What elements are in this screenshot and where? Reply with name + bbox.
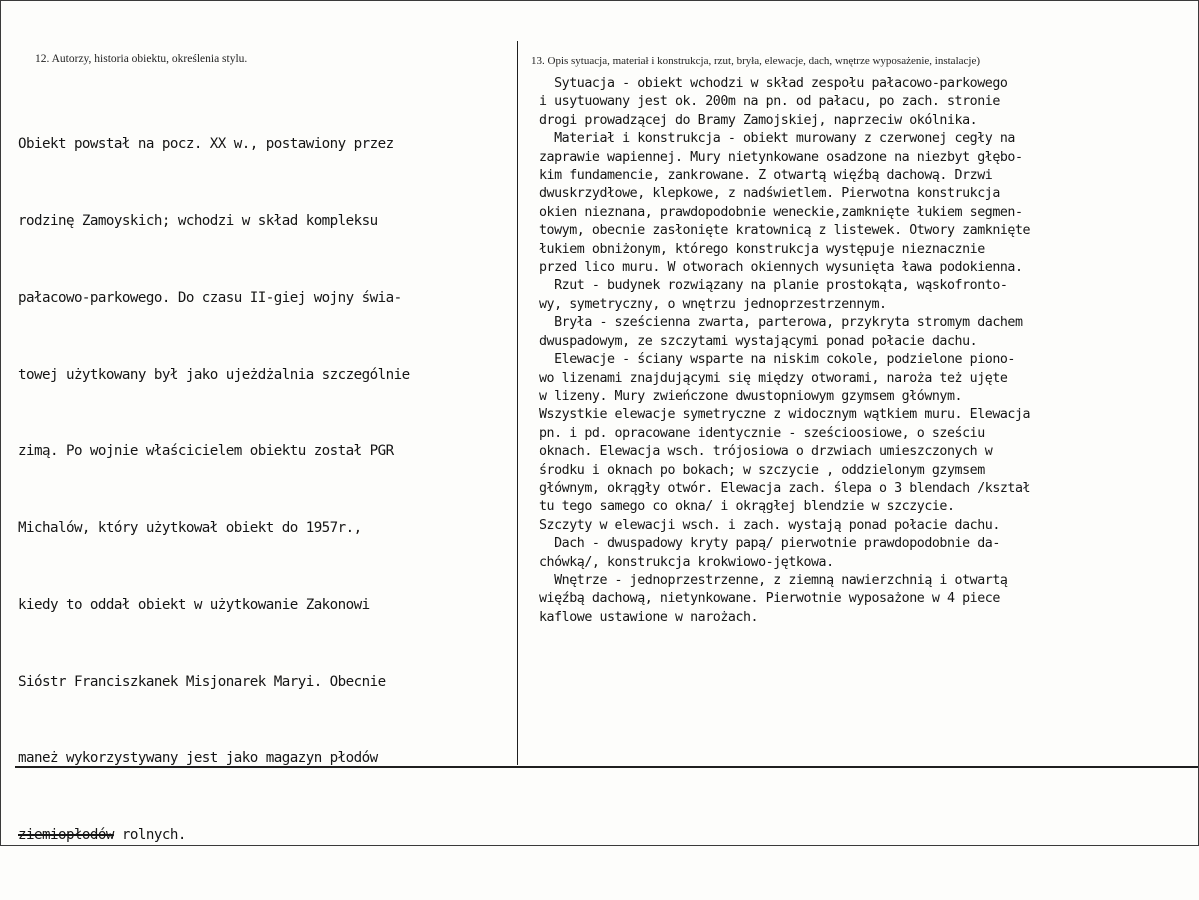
history-text bbox=[18, 81, 410, 900]
description-line: kaflowe ustawione w narożach. bbox=[539, 609, 759, 625]
description-line: kim fundamencie, zankrowane. Z otwartą więźbą dachową. Drzwi bbox=[539, 168, 993, 184]
description-line: i usytuowany jest ok. 200m na pn. od pałacu, po zach. stronie bbox=[539, 94, 1000, 110]
description-line: oknach. Elewacja wsch. trójosiowa o drzwiach umieszczonych w bbox=[539, 444, 993, 460]
history-line: kiedy to oddał obiekt w użytkowanie Zakonowi bbox=[18, 596, 370, 613]
history-last-line bbox=[18, 823, 410, 849]
history-line-end: rolnych. bbox=[113, 827, 186, 844]
history-line: Sióstr Franciszkanek Misjonarek Maryi. Obecnie bbox=[18, 673, 386, 690]
description-line: towym, obecnie zasłonięte kratownicą z listewek. Otwory zamknięte bbox=[539, 223, 1031, 239]
history-line: Obiekt powstał na pocz. XX w., postawiony przez bbox=[18, 136, 394, 153]
description-line: dwuspadowym, ze szczytami wystającymi ponad połacie dachu. bbox=[539, 333, 978, 349]
description-line: pn. i pd. opracowane identycznie - sześcioosiowe, o sześciu bbox=[539, 425, 985, 441]
column-divider bbox=[517, 41, 518, 765]
description-line: dwuskrzydłowe, klepkowe, z nadświetlem. Pierwotna konstrukcja bbox=[539, 186, 1000, 202]
description-line: łukiem obniżonym, którego konstrukcja występuje nieznacznie bbox=[539, 241, 985, 257]
section-12-heading: 12. Autorzy, historia obiektu, określenia stylu. bbox=[35, 53, 248, 65]
description-line: chówką/, konstrukcja krokwiowo-jętkowa. bbox=[539, 554, 834, 570]
description-line: Wnętrze - jednoprzestrzenne, z ziemną nawierzchnią i otwartą bbox=[539, 572, 1008, 588]
history-line: maneż wykorzystywany jest jako magazyn płodów bbox=[18, 750, 378, 767]
description-line: głównym, okrągły otwór. Elewacja zach. ślepa o 3 blendach /kształ bbox=[539, 480, 1031, 496]
description-line: więźbą dachową, nietynkowane. Pierwotnie wyposażone w 4 piece bbox=[539, 591, 1000, 607]
description-line: Rzut - budynek rozwiązany na planie prostokąta, wąskofronto- bbox=[539, 278, 1008, 294]
struck-word: ziemiopłodów bbox=[18, 827, 114, 844]
description-line: drogi prowadzącej do Bramy Zamojskiej, naprzeciw okólnika. bbox=[539, 112, 978, 128]
description-line: przed lico muru. W otworach okiennych wysunięta ława podokienna. bbox=[539, 260, 1023, 276]
description-line: wo lizenami znajdującymi się między otworami, naroża też ujęte bbox=[539, 370, 1008, 386]
description-line: Wszystkie elewacje symetryczne z widocznym wątkiem muru. Elewacja bbox=[539, 407, 1031, 423]
history-line: Michalów, który użytkował obiekt do 1957r., bbox=[18, 520, 362, 537]
description-text bbox=[539, 75, 1030, 627]
description-line: Elewacje - ściany wsparte na niskim cokole, podzielone piono- bbox=[539, 352, 1015, 368]
history-line: towej użytkowany był jako ujeżdżalnia szczególnie bbox=[18, 366, 410, 383]
description-line: Materiał i konstrukcja - obiekt murowany z czerwonej cegły na bbox=[539, 131, 1015, 147]
description-line: okien nieznana, prawdopodobnie weneckie,zamknięte łukiem segmen- bbox=[539, 204, 1023, 220]
description-line: Bryła - sześcienna zwarta, parterowa, przykryta stromym dachem bbox=[539, 315, 1023, 331]
description-line: tu tego samego co okna/ i okrągłej blendzie w szczycie. bbox=[539, 499, 955, 515]
history-line: rodzinę Zamoyskich; wchodzi w skład kompleksu bbox=[18, 212, 378, 229]
description-line: Sytuacja - obiekt wchodzi w skład zespołu pałacowo-parkowego bbox=[539, 76, 1008, 91]
description-line: w lizeny. Mury zwieńczone dwustopniowym gzymsem głównym. bbox=[539, 388, 963, 404]
description-line: środku i oknach po bokach; w szczycie , oddzielonym gzymsem bbox=[539, 462, 985, 478]
description-line: zaprawie wapiennej. Mury nietynkowane osadzone na niezbyt głębo- bbox=[539, 149, 1023, 165]
history-line: zimą. Po wojnie właścicielem obiektu został PGR bbox=[18, 443, 394, 460]
description-line: wy, symetryczny, o wnętrzu jednoprzestrzennym. bbox=[539, 296, 887, 312]
section-13-heading: 13. Opis sytuacja, materiał i konstrukcja, rzut, bryła, elewacje, dach, wnętrze wyposażenie, instalacje) bbox=[531, 55, 980, 67]
history-line: pałacowo-parkowego. Do czasu II-giej wojny świa- bbox=[18, 289, 402, 306]
description-line: Dach - dwuspadowy kryty papą/ pierwotnie prawdopodobnie da- bbox=[539, 536, 1000, 552]
description-line: Szczyty w elewacji wsch. i zach. wystają ponad połacie dachu. bbox=[539, 517, 1000, 533]
